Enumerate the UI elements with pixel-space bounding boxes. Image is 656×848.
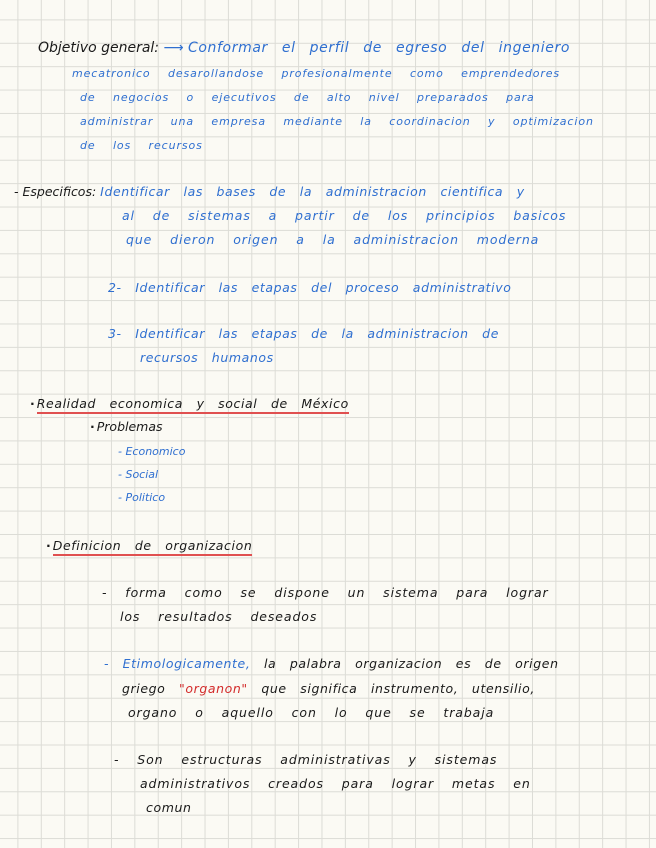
especificos-item3-line1: 3- Identificar las etapas de la administracion de — [108, 326, 499, 341]
definicion-p2-rest: la palabra organizacion es de origen — [250, 656, 559, 671]
definicion-p1-line2: los resultados deseados — [120, 609, 318, 624]
objetivo-text-1: Conformar el perfil de egreso del ingeniero — [188, 40, 570, 56]
realidad-sub — [90, 419, 163, 435]
especificos-item3-line2: recursos humanos — [140, 350, 274, 365]
definicion-heading — [46, 538, 252, 554]
realidad-item-politico: - Politico — [118, 491, 166, 504]
definicion-p2-line1 — [104, 656, 559, 672]
definicion-p3-line2: administrativos creados para lograr metas en — [140, 776, 531, 791]
objetivo-text-2: mecatronico desarollandose profesionalmente como emprendedores — [72, 67, 561, 80]
objetivo-text-5: de los recursos — [80, 139, 203, 152]
definicion-p2-line2 — [122, 681, 535, 697]
bullet-icon: · — [30, 396, 35, 411]
definicion-p2-line2-a: griego — [122, 681, 179, 696]
definicion-p3-line3: comun — [146, 800, 192, 815]
objetivo-label: Objetivo general: — [38, 40, 160, 56]
definicion-p2-line3: organo o aquello con lo que se trabaja — [128, 705, 495, 720]
realidad-item-economico: - Economico — [118, 445, 186, 458]
objetivo-text-4: administrar una empresa mediante la coordinacion y optimizacion — [80, 115, 594, 128]
especificos-item1-line2: al de sistemas a partir de los principios basicos — [122, 208, 567, 223]
objetivo-text-3: de negocios o ejecutivos de alto nivel preparados para — [80, 91, 535, 104]
bullet-icon: · — [90, 419, 95, 434]
definicion-p3-line1: - Son estructuras administrativas y sistemas — [114, 752, 498, 767]
especificos-label: - Especificos: — [14, 184, 97, 199]
arrow-icon: ⟶ — [163, 40, 184, 56]
realidad-title: Realidad economica y social de México — [37, 396, 349, 414]
definicion-p1-line1: - forma como se dispone un sistema para lograr — [102, 585, 549, 600]
especificos-item1-line1: Identificar las bases de la administracion cientifica y — [100, 184, 525, 199]
especificos-line-1 — [14, 184, 525, 200]
definicion-title: Definicion de organizacion — [53, 538, 253, 556]
especificos-item2: 2- Identificar las etapas del proceso administrativo — [108, 280, 512, 295]
objetivo-line-1 — [38, 40, 570, 56]
especificos-item1-line3: que dieron origen a la administracion moderna — [126, 232, 540, 247]
realidad-heading — [30, 396, 349, 412]
organon-word: "organon" — [179, 681, 248, 696]
definicion-p2-line2-b: que significa instrumento, utensilio, — [247, 681, 535, 696]
realidad-sub-label: Problemas — [96, 419, 163, 434]
realidad-item-social: - Social — [118, 468, 159, 481]
etimologicamente-label: - Etimologicamente, — [104, 656, 251, 671]
bullet-icon: · — [46, 538, 51, 553]
